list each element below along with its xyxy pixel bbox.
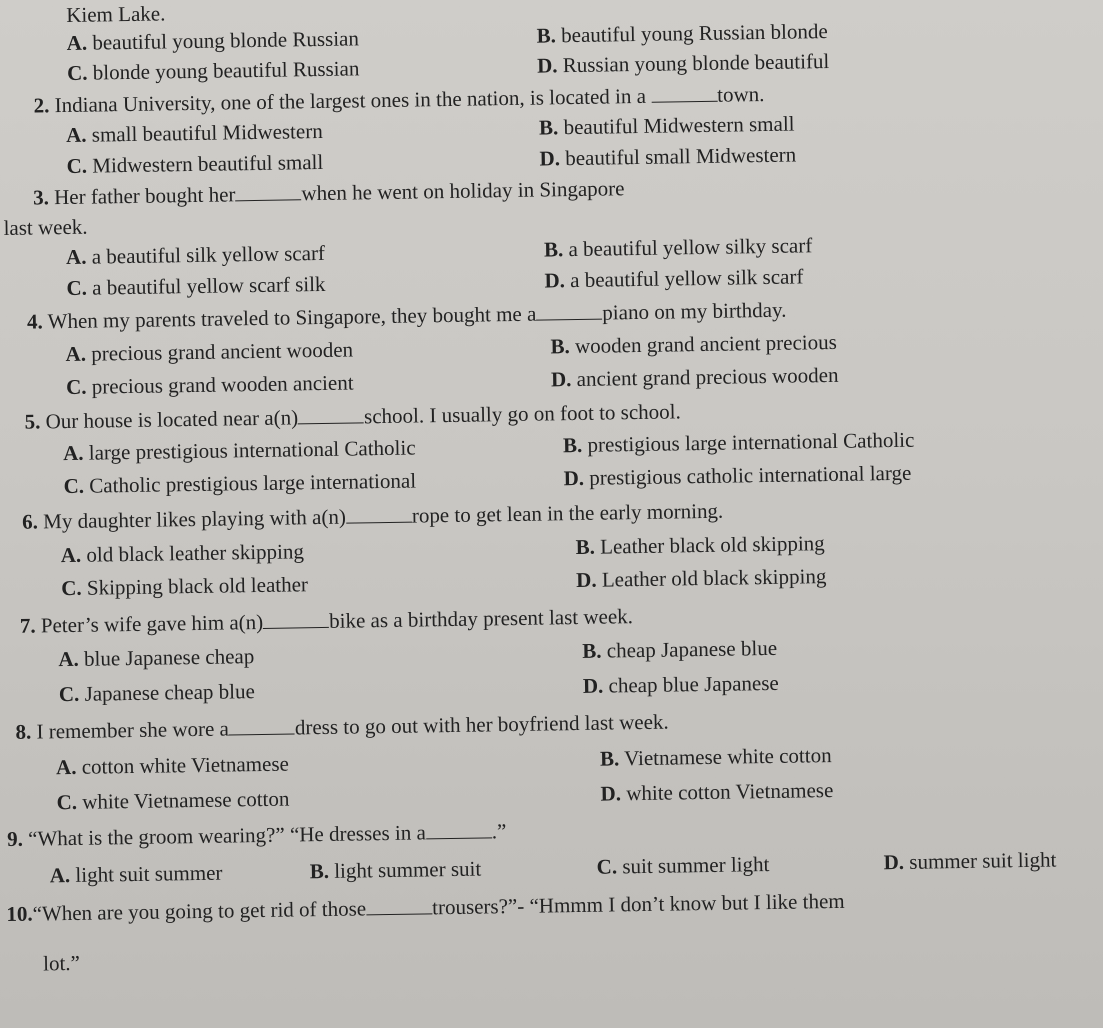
option-letter: D. bbox=[536, 53, 558, 78]
option-letter: C. bbox=[58, 681, 80, 707]
q5-option-c[interactable] bbox=[63, 469, 416, 499]
q4-option-b[interactable] bbox=[550, 330, 837, 358]
option-letter: B. bbox=[575, 534, 596, 560]
answer-blank[interactable] bbox=[426, 821, 492, 839]
option-text: beautiful young blonde Russian bbox=[92, 26, 360, 55]
question-text-end: bike as a birthday present last week. bbox=[328, 604, 634, 633]
option-letter: B. bbox=[550, 334, 570, 359]
option-letter: C. bbox=[596, 854, 618, 879]
q8-option-b[interactable] bbox=[600, 743, 832, 771]
question-10-continuation bbox=[43, 951, 80, 976]
q4-option-a[interactable] bbox=[65, 337, 353, 366]
q2-option-b[interactable] bbox=[539, 112, 795, 140]
question-text: When my parents traveled to Singapore, they bought me a bbox=[47, 301, 537, 334]
question-number: 9. bbox=[6, 826, 24, 851]
option-letter: B. bbox=[538, 115, 559, 140]
q1-option-a[interactable] bbox=[66, 26, 359, 55]
answer-blank[interactable] bbox=[651, 85, 717, 103]
option-text: a beautiful yellow scarf silk bbox=[92, 271, 326, 300]
option-letter: B. bbox=[562, 432, 583, 458]
q6-option-c[interactable] bbox=[61, 572, 308, 600]
option-letter: A. bbox=[66, 30, 88, 55]
question-text-end: .” bbox=[491, 819, 507, 844]
option-text: a beautiful yellow silky scarf bbox=[568, 233, 813, 262]
question-text: Our house is located near a(n) bbox=[45, 405, 299, 434]
q4-option-d[interactable] bbox=[551, 363, 839, 392]
option-letter: A. bbox=[65, 122, 87, 147]
question-2 bbox=[33, 82, 764, 117]
question-4 bbox=[27, 298, 787, 334]
question-number: 7. bbox=[19, 613, 36, 638]
option-letter: D. bbox=[600, 781, 622, 806]
question-text-end: school. I usually go on foot to school. bbox=[363, 399, 681, 429]
question-text-end: piano on my birthday. bbox=[602, 297, 787, 325]
q7-option-d[interactable] bbox=[583, 671, 779, 698]
question-9 bbox=[7, 819, 507, 851]
q2-option-d[interactable] bbox=[539, 143, 796, 171]
option-text: Midwestern beautiful small bbox=[92, 149, 324, 178]
option-letter: D. bbox=[539, 146, 561, 171]
option-letter: B. bbox=[536, 23, 557, 48]
question-text: “What is the groom wearing?” “He dresses in a bbox=[27, 820, 427, 851]
option-text: small beautiful Midwestern bbox=[91, 118, 323, 147]
option-text: Leather black old skipping bbox=[599, 531, 825, 559]
option-letter: B. bbox=[599, 746, 620, 771]
question-number: 3. bbox=[32, 185, 50, 210]
q8-option-c[interactable] bbox=[56, 787, 289, 815]
answer-blank[interactable] bbox=[229, 717, 295, 735]
option-text: wooden grand ancient precious bbox=[574, 329, 838, 359]
question-text-end: rope to get lean in the early morning. bbox=[411, 498, 724, 528]
question-text: Her father bought her bbox=[53, 182, 236, 210]
option-text: blonde young beautiful Russian bbox=[92, 56, 360, 85]
q6-option-d[interactable] bbox=[576, 564, 827, 592]
option-letter: A. bbox=[65, 244, 87, 269]
option-text: Leather old black skipping bbox=[601, 564, 827, 592]
question-3 bbox=[33, 176, 625, 209]
option-letter: C. bbox=[63, 473, 85, 499]
option-text: old black leather skipping bbox=[86, 539, 305, 567]
question-5 bbox=[24, 399, 681, 433]
q8-option-a[interactable] bbox=[56, 752, 289, 780]
option-text: suit summer light bbox=[622, 852, 770, 879]
option-text: Russian young blonde beautiful bbox=[562, 48, 830, 78]
answer-blank[interactable] bbox=[346, 506, 412, 524]
question-text-end: town. bbox=[716, 82, 765, 107]
option-text: large prestigious international Catholic bbox=[88, 435, 416, 465]
option-text: Catholic prestigious large international bbox=[89, 468, 417, 498]
q1-option-b[interactable] bbox=[536, 19, 827, 48]
q2-option-c[interactable] bbox=[66, 150, 323, 178]
option-text: precious grand wooden ancient bbox=[91, 370, 354, 399]
q7-option-b[interactable] bbox=[582, 636, 777, 663]
q6-option-a[interactable] bbox=[61, 539, 305, 567]
q5-option-d[interactable] bbox=[563, 461, 911, 490]
q2-option-a[interactable] bbox=[66, 119, 323, 147]
answer-blank[interactable] bbox=[536, 303, 602, 321]
question-7 bbox=[20, 604, 634, 638]
question-text-end: when he went on holiday in Singapore bbox=[301, 176, 625, 206]
option-letter: D. bbox=[883, 849, 905, 875]
option-letter: D. bbox=[575, 567, 597, 593]
question-text: “When are you going to get rid of those bbox=[32, 896, 367, 926]
q9-option-c[interactable] bbox=[596, 852, 769, 879]
option-letter: C. bbox=[56, 789, 78, 815]
option-letter: A. bbox=[55, 754, 77, 780]
question-text: lot.” bbox=[42, 950, 81, 976]
option-text: summer suit light bbox=[909, 847, 1057, 874]
question-number: 5. bbox=[24, 409, 41, 434]
q9-option-a[interactable] bbox=[50, 861, 223, 888]
option-letter: B. bbox=[582, 638, 602, 663]
option-text: light suit summer bbox=[75, 860, 223, 887]
option-letter: A. bbox=[49, 863, 71, 888]
option-letter: C. bbox=[66, 275, 88, 300]
question-text: Peter’s wife gave him a(n) bbox=[40, 609, 264, 638]
option-letter: A. bbox=[58, 646, 79, 672]
option-text: cheap Japanese blue bbox=[606, 635, 778, 663]
q9-option-d[interactable] bbox=[883, 848, 1056, 875]
question-1-stem-end bbox=[66, 1, 165, 27]
option-text: light summer suit bbox=[334, 856, 482, 883]
q8-option-d[interactable] bbox=[600, 778, 833, 806]
option-text: blue Japanese cheap bbox=[83, 644, 255, 671]
question-text-end: dress to go out with her boyfriend last week. bbox=[294, 709, 669, 740]
question-3-continuation bbox=[3, 215, 87, 240]
question-number: 2. bbox=[33, 93, 50, 118]
q9-option-b[interactable] bbox=[310, 857, 482, 884]
option-letter: C. bbox=[61, 575, 82, 601]
q5-option-a[interactable] bbox=[63, 436, 416, 466]
q3-option-a[interactable] bbox=[66, 241, 325, 269]
option-letter: A. bbox=[62, 440, 84, 466]
option-text: Vietnamese white cotton bbox=[623, 743, 832, 771]
option-text: a beautiful silk yellow scarf bbox=[91, 240, 326, 269]
question-text: Kiem Lake. bbox=[66, 1, 166, 27]
option-text: Japanese cheap blue bbox=[84, 679, 255, 706]
question-text: My daughter likes playing with a(n) bbox=[43, 504, 347, 534]
question-8 bbox=[15, 710, 669, 744]
q1-option-d[interactable] bbox=[537, 49, 830, 78]
option-text: cheap blue Japanese bbox=[608, 670, 779, 698]
option-letter: C. bbox=[66, 153, 88, 178]
option-letter: D. bbox=[563, 465, 585, 491]
option-letter: D. bbox=[582, 673, 604, 698]
question-text: Indiana University, one of the largest ones in the nation, is located in a bbox=[54, 83, 647, 118]
option-text: white Vietnamese cotton bbox=[82, 786, 290, 814]
option-text: beautiful Midwestern small bbox=[563, 111, 795, 140]
q7-option-c[interactable] bbox=[59, 679, 255, 706]
q6-option-b[interactable] bbox=[575, 531, 824, 559]
option-text: beautiful young Russian blonde bbox=[560, 19, 828, 48]
option-letter: D. bbox=[550, 367, 572, 392]
q5-option-b[interactable] bbox=[563, 428, 915, 458]
option-text: ancient grand precious wooden bbox=[576, 362, 839, 391]
q4-option-c[interactable] bbox=[66, 370, 354, 399]
q3-option-d[interactable] bbox=[544, 264, 803, 292]
option-text: Skipping black old leather bbox=[86, 572, 309, 600]
option-letter: A. bbox=[60, 542, 82, 568]
option-text: beautiful small Midwestern bbox=[565, 142, 797, 171]
question-text-end: trousers?”- “Hmmm I don’t know but I like them bbox=[431, 888, 845, 920]
question-number: 4. bbox=[26, 309, 43, 334]
q1-option-c[interactable] bbox=[67, 56, 360, 85]
option-letter: B. bbox=[543, 237, 564, 262]
question-10 bbox=[6, 889, 845, 926]
question-text: last week. bbox=[3, 214, 88, 240]
q3-option-c[interactable] bbox=[66, 272, 325, 300]
q3-option-b[interactable] bbox=[544, 233, 813, 261]
option-letter: B. bbox=[309, 858, 330, 884]
question-text: I remember she wore a bbox=[36, 716, 230, 744]
option-letter: A. bbox=[65, 341, 87, 367]
question-6 bbox=[22, 499, 723, 534]
question-number: 8. bbox=[15, 719, 32, 744]
answer-blank[interactable] bbox=[366, 897, 432, 915]
option-letter: C. bbox=[65, 374, 87, 400]
answer-blank[interactable] bbox=[298, 406, 364, 424]
option-text: prestigious large international Catholic bbox=[587, 427, 915, 457]
option-text: cotton white Vietnamese bbox=[81, 751, 290, 779]
question-number: 10. bbox=[6, 901, 33, 927]
option-text: a beautiful yellow silk scarf bbox=[569, 264, 804, 293]
option-letter: D. bbox=[544, 268, 566, 293]
option-text: prestigious catholic international large bbox=[589, 460, 912, 490]
q7-option-a[interactable] bbox=[58, 644, 254, 671]
option-text: white cotton Vietnamese bbox=[626, 778, 834, 806]
question-number: 6. bbox=[22, 509, 39, 534]
option-text: precious grand ancient wooden bbox=[91, 337, 354, 366]
answer-blank[interactable] bbox=[263, 611, 329, 629]
answer-blank[interactable] bbox=[235, 183, 301, 201]
option-letter: C. bbox=[66, 60, 88, 85]
